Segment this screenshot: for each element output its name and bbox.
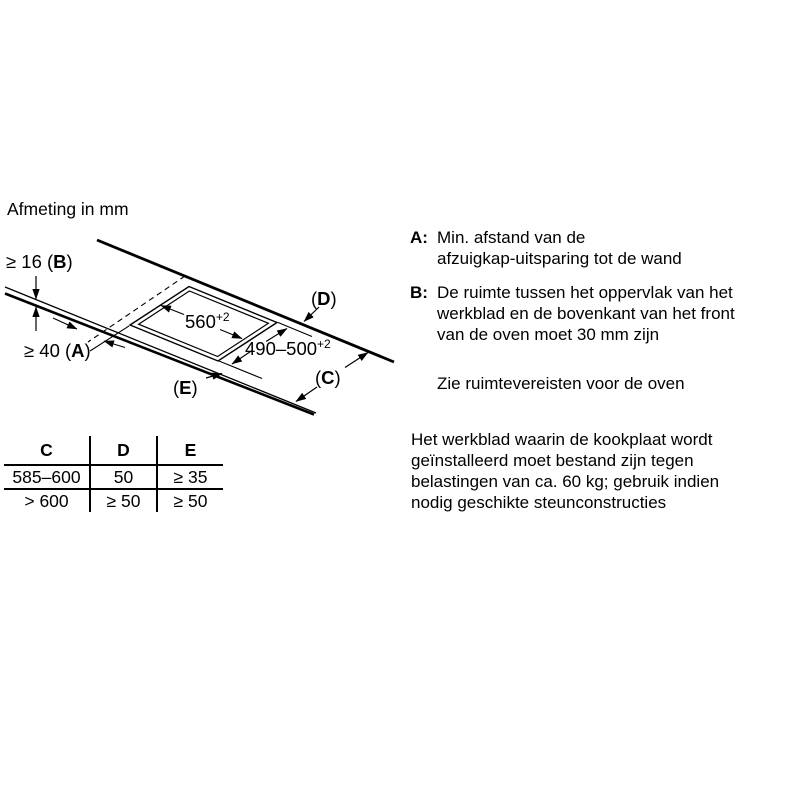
clearance-table [4, 436, 223, 512]
diagram-title: Afmeting in mm [7, 199, 129, 219]
width-dim-arrow-right [220, 330, 242, 339]
definition-a-line: afzuigkap-uitsparing tot de wand [437, 249, 682, 268]
table-row [4, 465, 223, 489]
load-capacity-note [411, 429, 771, 513]
cutout-width-dim-text: $560^{+2}$ [185, 310, 230, 332]
table-cell: > 600 [24, 490, 69, 511]
table-cell: ≥ 50 [90, 489, 157, 512]
wall-distance-dim-label: ≥ 40 (A) [24, 340, 91, 361]
definition-b-text [437, 282, 735, 345]
label-d-arrow [304, 307, 319, 322]
definition-a-line: Min. afstand van de [437, 228, 586, 247]
definition-a [410, 227, 682, 269]
table-cell: ≥ 35 [157, 465, 223, 489]
definition-b-line: van de oven moet 30 mm zijn [437, 325, 660, 344]
definition-b-line: De ruimte tussen het oppervlak van het [437, 283, 733, 302]
table-row [4, 489, 223, 512]
table-cell: 585–600 [4, 465, 90, 489]
table-cell: 50 [90, 465, 157, 489]
table-header-c: C [4, 436, 90, 465]
definition-b-line: werkblad en de bovenkant van het front [437, 304, 735, 323]
table-header-d: D [90, 436, 157, 465]
label-c-arrow-up [345, 353, 368, 368]
definition-b-label: B: [410, 283, 428, 302]
label-e: (E) [173, 377, 198, 398]
thickness-dim-label: ≥ 16 (B) [6, 251, 73, 272]
load-capacity-line: belastingen van ca. 60 kg; gebruik indien [411, 472, 720, 491]
definition-a-text [437, 227, 682, 269]
table-header-e: E [157, 436, 223, 465]
table-header-row [4, 436, 223, 465]
label-c: (C) [315, 367, 341, 388]
load-capacity-line: Het werkblad waarin de kookplaat wordt [411, 430, 713, 449]
wall-distance-arrow-right [104, 341, 125, 348]
cutout-depth-dim-text: $490-500^{+2}$ [245, 337, 331, 359]
label-c-arrow-down [296, 387, 317, 402]
load-capacity-line: nodig geschikte steunconstructies [411, 493, 667, 512]
width-dim-arrow-left [161, 306, 184, 315]
definition-b [410, 282, 735, 345]
load-capacity-line: geïnstalleerd moet bestand zijn tegen [411, 451, 694, 470]
table-cell: ≥ 50 [157, 489, 223, 512]
definition-a-label: A: [410, 228, 428, 247]
label-d: (D) [311, 288, 337, 309]
depth-dim-extension-upper-line [278, 323, 312, 337]
worktop-cutout-diagram [0, 0, 410, 430]
oven-space-note: Zie ruimtevereisten voor de oven [437, 374, 685, 393]
